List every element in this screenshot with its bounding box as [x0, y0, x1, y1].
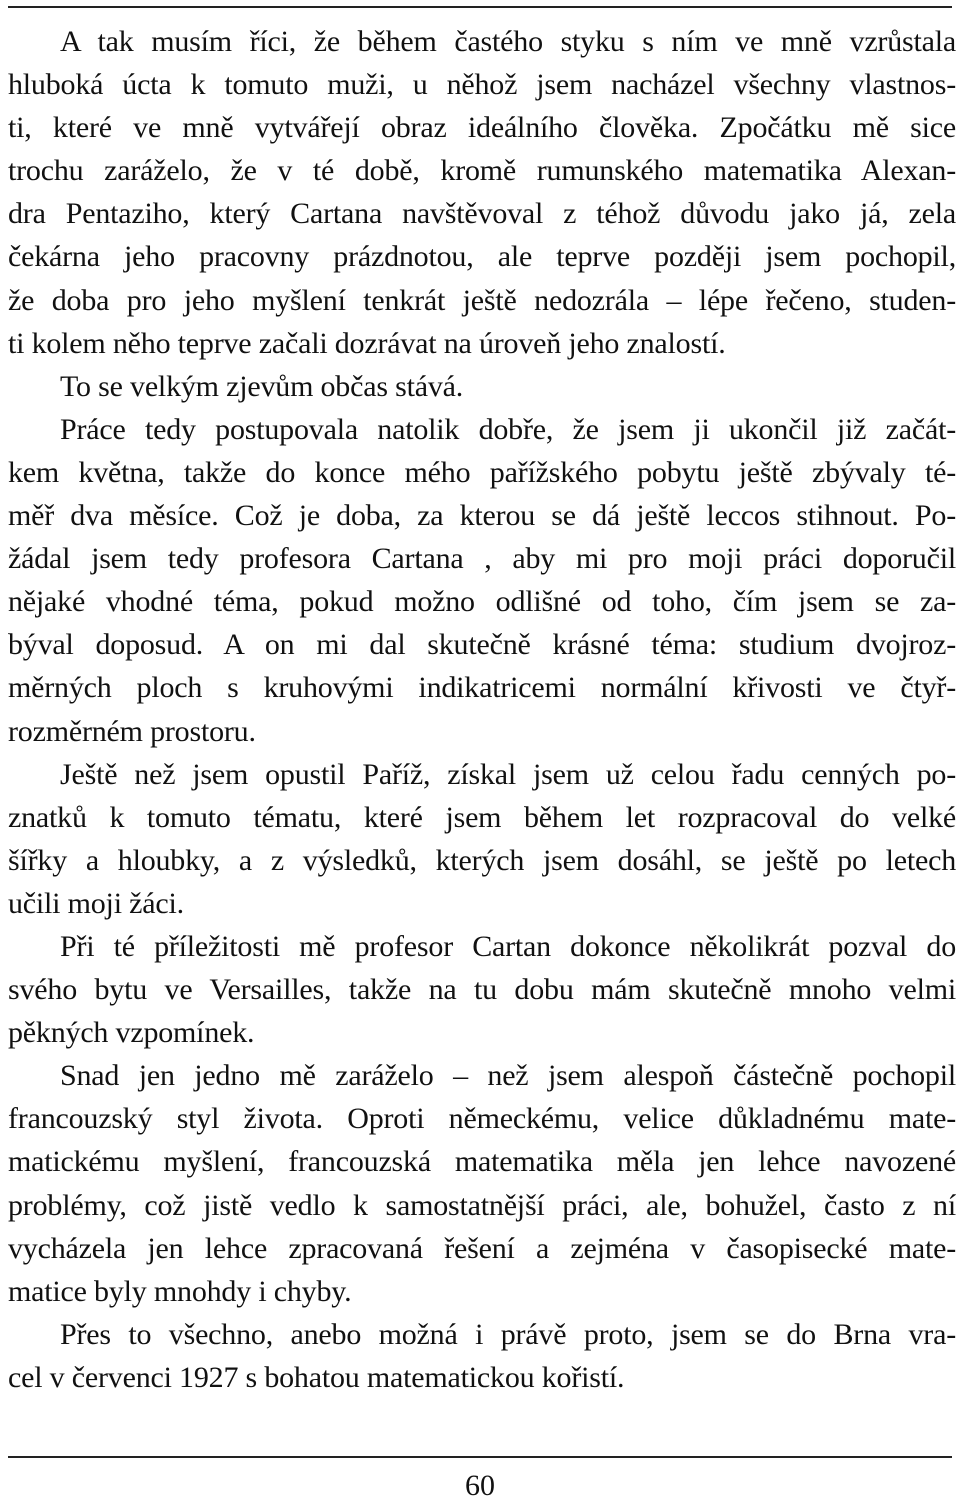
- text-line: čekárna jeho pracovny prázdnotou, ale teprve později jsem pochopil,: [8, 240, 956, 274]
- text-line: dra Pentaziho, který Cartana navštěvoval z téhož důvodu jako já, zela: [8, 197, 956, 231]
- text-line: ti kolem něho teprve začali dozrávat na úroveň jeho znalostí.: [8, 326, 726, 360]
- text-line: Při té příležitosti mě profesor Cartan dokonce několikrát pozval do: [60, 929, 956, 963]
- text-line: hluboká úcta k tomuto muži, u něhož jsem nacházel všechny vlastnos-: [8, 68, 956, 102]
- page-number: 60: [465, 1469, 495, 1502]
- text-line: šířky a hloubky, a z výsledků, kterých jsem dosáhl, se ještě po letech: [8, 843, 956, 877]
- text-line: matice byly mnohdy i chyby.: [8, 1274, 352, 1308]
- text-line: ti, které ve mně vytvářejí obraz ideálního člověka. Zpočátku mě sice: [8, 111, 956, 145]
- text-line: býval doposud. A on mi dal skutečně krásné téma: studium dvojroz-: [8, 628, 956, 662]
- text-line: cel v červenci 1927 s bohatou matematickou kořistí.: [8, 1360, 625, 1394]
- text-line: rozměrném prostoru.: [8, 714, 256, 748]
- footer-rule: [8, 1456, 952, 1458]
- text-line: měrných ploch s kruhovými indikatricemi normální křivosti ve čtyř-: [8, 671, 956, 705]
- text-line: že doba pro jeho myšlení tenkrát ještě nedozrála – lépe řečeno, studen-: [8, 283, 956, 317]
- text-line: trochu zaráželo, že v té době, kromě rumunského matematika Alexan-: [8, 154, 956, 188]
- text-line: kem května, takže do konce mého pařížského pobytu ještě zbývaly té-: [8, 455, 956, 489]
- body-text: [8, 20, 956, 1399]
- text-line: A tak musím říci, že během častého styku s ním ve mně vzrůstala: [60, 25, 956, 58]
- text-line: vycházela jen lehce zpracovaná řešení a zejména v časopisecké mate-: [8, 1231, 956, 1265]
- text-line: znatků k tomuto tématu, které jsem během let rozpracoval do velké: [8, 800, 956, 834]
- text-line: problémy, což jistě vedlo k samostatnější práci, ale, bohužel, často z ní: [8, 1188, 956, 1222]
- text-line: To se velkým zjevům občas stává.: [60, 369, 464, 403]
- text-line: Přes to všechno, anebo možná i právě proto, jsem se do Brna vra-: [60, 1317, 956, 1351]
- text-line: Snad jen jedno mě zaráželo – než jsem alespoň částečně pochopil: [60, 1059, 956, 1093]
- text-line: žádal jsem tedy profesora Cartana , aby mi pro moji práci doporučil: [8, 542, 956, 576]
- text-line: nějaké vhodné téma, pokud možno odlišné od toho, čím jsem se za-: [8, 585, 956, 619]
- text-line: měř dva měsíce. Což je doba, za kterou se dá ještě leccos stihnout. Po-: [8, 499, 956, 533]
- text-line: učili moji žáci.: [8, 886, 184, 920]
- text-line: matickému myšlení, francouzská matematika měla jen lehce navozené: [8, 1145, 956, 1179]
- text-line: francouzský styl života. Oproti německému, velice důkladnému mate-: [8, 1102, 956, 1136]
- text-line: Ještě než jsem opustil Paříž, získal jsem už celou řadu cenných po-: [60, 757, 956, 791]
- top-rule: [8, 6, 952, 8]
- text-line: svého bytu ve Versailles, takže na tu dobu mám skutečně mnoho velmi: [8, 973, 956, 1007]
- text-line: pěkných vzpomínek.: [8, 1016, 255, 1050]
- text-line: Práce tedy postupovala natolik dobře, že jsem ji ukončil již začát-: [60, 412, 956, 446]
